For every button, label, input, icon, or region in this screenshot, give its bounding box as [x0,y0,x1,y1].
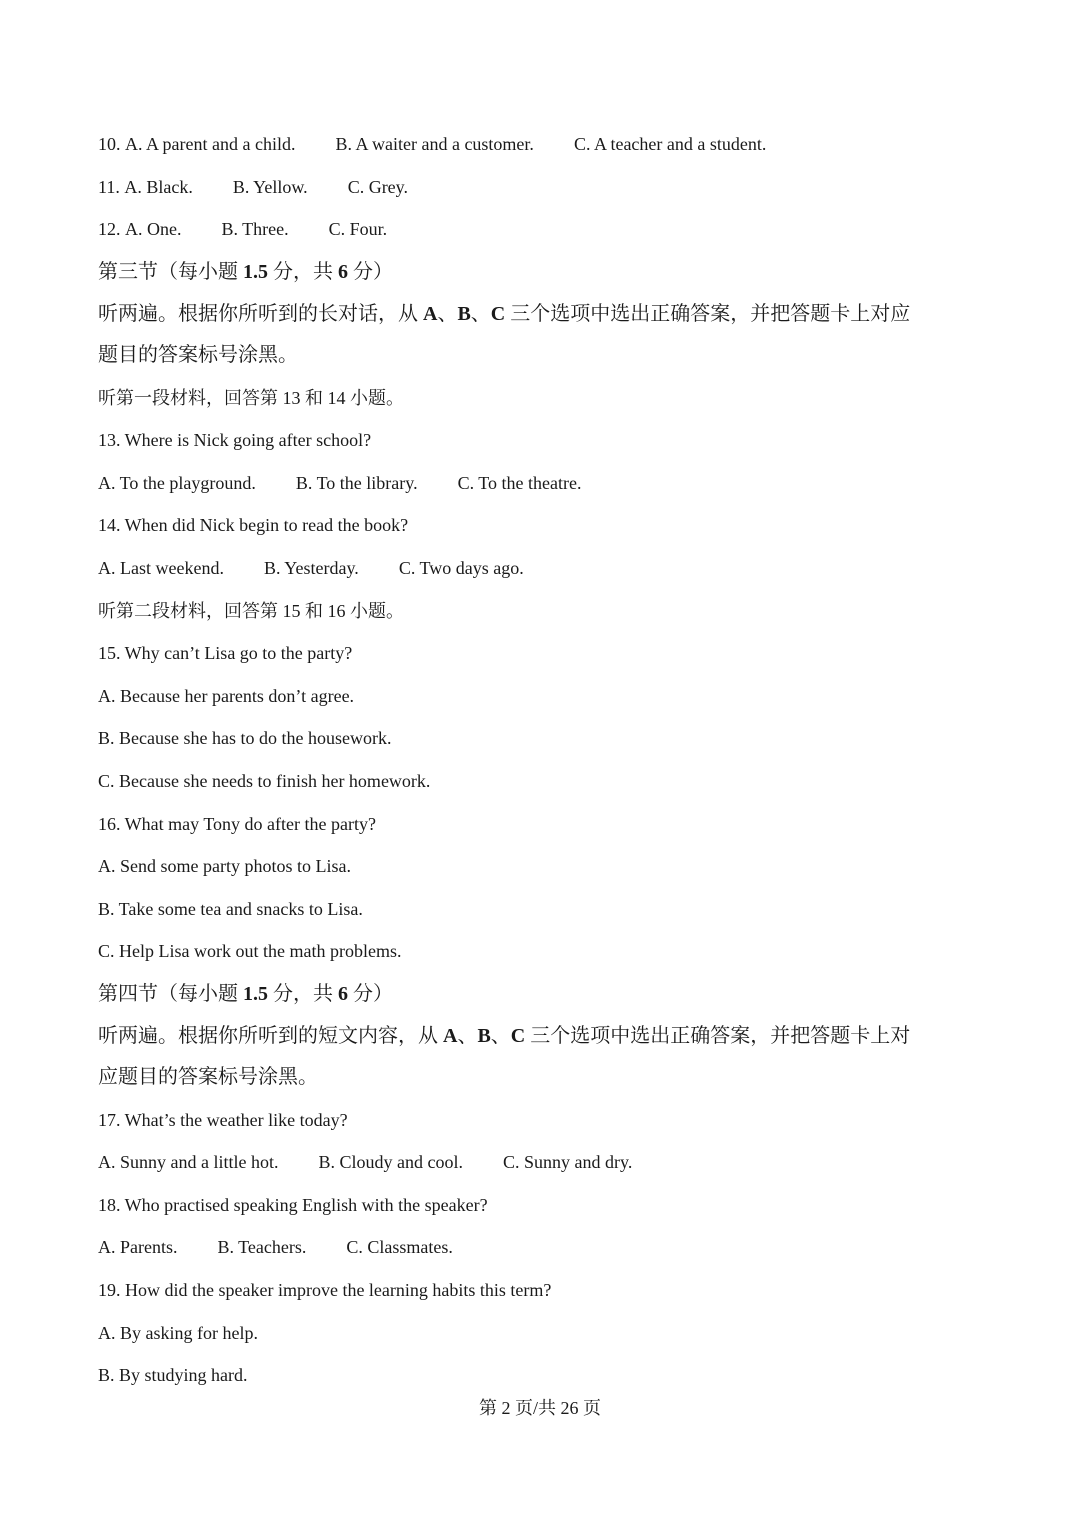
material-2-note: 听第二段材料，回答第 15 和 16 小题。 [98,600,404,621]
question-19: 19. How did the speaker improve the learning habits this term? [98,1280,552,1301]
option-b: B. Teachers. [217,1237,307,1258]
section-3-instructions-line1: 听两遍。根据你所听到的长对话，从 A、B、C 三个选项中选出正确答案，并把答题卡上对应 [98,303,911,326]
option-c: C. Four. [328,219,388,240]
option-a: A. A parent and a child. [125,134,296,154]
option-a: A. To the playground. [98,472,256,493]
exam-page [98,128,998,1402]
section-3-heading: 第三节（每小题 1.5 分，共 6 分） [98,260,393,283]
option-c: C. To the theatre. [457,472,582,493]
option-c: C. Sunny and dry. [502,1152,633,1173]
question-17: 17. What’s the weather like today? [98,1109,348,1130]
question-16-option-b: B. Take some tea and snacks to Lisa. [98,898,363,919]
option-a: A. One. [125,219,182,240]
question-16-option-a: A. Send some party photos to Lisa. [98,856,351,877]
option-b: B. Three. [221,219,289,240]
question-19-option-a: A. By asking for help. [98,1322,258,1343]
question-13: 13. Where is Nick going after school? [98,430,372,451]
option-a: A. Sunny and a little hot. [98,1152,279,1173]
question-15-option-b: B. Because she has to do the housework. [98,728,392,749]
question-number: 11. [98,176,120,197]
question-15-option-a: A. Because her parents don’t agree. [98,685,355,706]
question-13-options [98,467,998,510]
question-16-option-c: C. Help Lisa work out the math problems. [98,941,402,962]
option-c: C. A teacher and a student. [573,134,767,154]
question-14: 14. When did Nick begin to read the book? [98,515,409,536]
question-16: 16. What may Tony do after the party? [98,813,376,834]
question-15-option-c: C. Because she needs to finish her homework. [98,770,431,791]
option-b: B. To the library. [295,472,418,493]
question-18-options [98,1231,998,1274]
option-c: C. Classmates. [346,1237,453,1258]
question-number: 10. [98,134,121,154]
option-a: A. Black. [124,176,193,197]
section-3-instructions-line2: 题目的答案标号涂黑。 [98,343,298,366]
material-1-note: 听第一段材料，回答第 13 和 14 小题。 [98,387,404,408]
option-b: B. A waiter and a customer. [335,134,534,154]
option-c: C. Grey. [347,176,409,197]
page-footer: 第 2 页/共 26 页 [478,1398,601,1418]
question-14-options [98,552,998,595]
section-4-instructions-line2: 应题目的答案标号涂黑。 [98,1066,318,1089]
option-b: B. Yesterday. [263,557,359,578]
question-17-options [98,1146,998,1189]
option-a: A. Last weekend. [98,557,224,578]
option-a: A. Parents. [98,1237,178,1258]
option-b: B. Yellow. [232,176,308,197]
question-10 [98,128,998,171]
question-number: 12. [98,219,121,240]
section-4-heading: 第四节（每小题 1.5 分，共 6 分） [98,982,393,1005]
question-15: 15. Why can’t Lisa go to the party? [98,643,353,664]
option-b: B. Cloudy and cool. [318,1152,463,1173]
option-c: C. Two days ago. [398,557,524,578]
question-12 [98,213,998,256]
section-4-instructions-line1: 听两遍。根据你所听到的短文内容，从 A、B、C 三个选项中选出正确答案，并把答题卡上对 [98,1025,911,1048]
question-18: 18. Who practised speaking English with the speaker? [98,1194,488,1215]
question-11 [98,171,998,214]
question-19-option-b: B. By studying hard. [98,1365,248,1386]
